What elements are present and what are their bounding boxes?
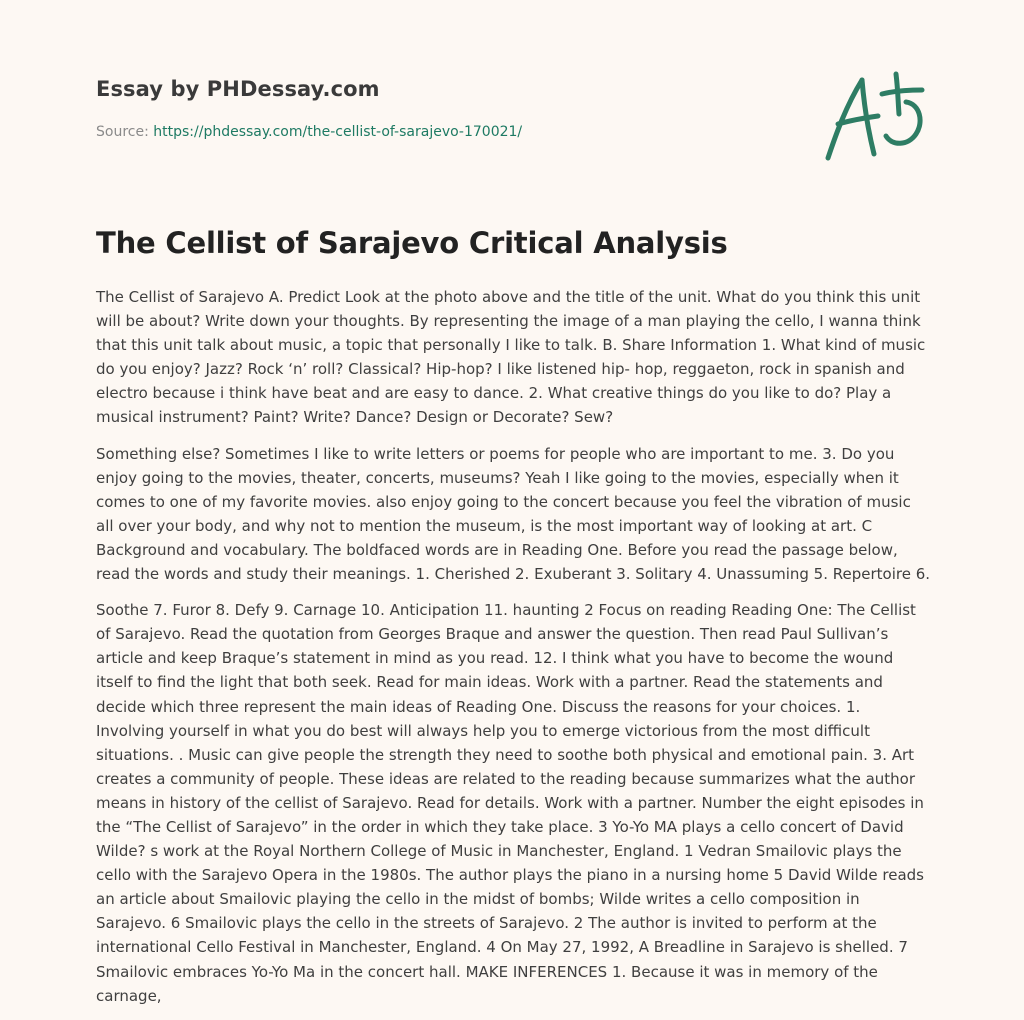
site-brand: Essay by PHDessay.com <box>96 77 380 101</box>
source-link[interactable]: https://phdessay.com/the-cellist-of-sarajevo-170021/ <box>153 124 523 140</box>
article-paragraph: Something else? Sometimes I like to write letters or poems for people who are important to me. 3. Do you enjoy going to the movies, theater, concerts, museums? Yeah I like going to the movies, especially when it comes to one of my favorite movies. also enjoy going to the concert because you feel the vibration of music all over your body, and why not to mention the museum, is the most important way of looking at art. C Background and vocabulary. The boldfaced words are in Reading One. Before you read the passage below, read the words and study their meanings. 1. Cherished 2. Exuberant 3. Solitary 4. Unassuming 5. Repertoire 6. <box>96 444 931 584</box>
source-label: Source: <box>96 124 149 140</box>
article-paragraph: Soothe 7. Furor 8. Defy 9. Carnage 10. Anticipation 11. haunting 2 Focus on reading Reading One: The Cellist of Sarajevo. Read the quotation from Georges Braque and answer the question. Then read Paul Sullivan’s article and keep Braque’s statement in mind as you read. 12. I think what you have to become the wound itself to find the light that both seek. Read for main ideas. Work with a partner. Read the statements and decide which three represent the main ideas of Reading One. Discuss the reasons for your choices. 1. Involving yourself in what you do best will always help you to emerge victorious from the most difficult situations. . Music can give people the strength they need to soothe both physical and emotional pain. 3. Art creates a community of people. These ideas are related to the reading because summarizes what the author means in history of the cellist of Sarajevo. Read for details. Work with a partner. Number the eight episodes in the “The Cellist of Sarajevo” in the order in which they take place. 3 Yo-Yo MA plays a cello concert of David Wilde? s work at the Royal Northern College of Music in Manchester, England. 1 Vedran Smailovic plays the cello with the Sarajevo Opera in the 1980s. The author plays the piano in a nursing home 5 David Wilde reads an article about Smailovic playing the cello in the midst of bombs; Wilde writes a cello composition in Sarajevo. 6 Smailovic plays the cello in the streets of Sarajevo. 2 The author is invited to perform at the international Cello Festival in Manchester, England. 4 On May 27, 1992, A Breadline in Sarajevo is shelled. 7 Smailovic embraces Yo-Yo Ma in the concert hall. MAKE INFERENCES 1. Because it was in memory of the carnage, <box>96 601 924 1005</box>
article-body <box>96 285 932 1020</box>
article-paragraph: The Cellist of Sarajevo A. Predict Look at the photo above and the title of the unit. What do you think this unit will be about? Write down your thoughts. By representing the image of a man playing the cello, I wanna think that this unit talk about music, a topic that personally I like to talk. B. Share Information 1. What kind of music do you enjoy? Jazz? Rock ‘n’ roll? Classical? Hip-hop? I like listened hip- hop, reggaeton, rock in spanish and electro because i think have beat and are easy to dance. 2. What creative things do you like to do? Play a musical instrument? Paint? Write? Dance? Design or Decorate? Sew? <box>96 288 926 427</box>
a-plus-grade-icon <box>822 68 930 164</box>
page-title: The Cellist of Sarajevo Critical Analysis <box>96 226 728 260</box>
source-line <box>96 124 522 140</box>
